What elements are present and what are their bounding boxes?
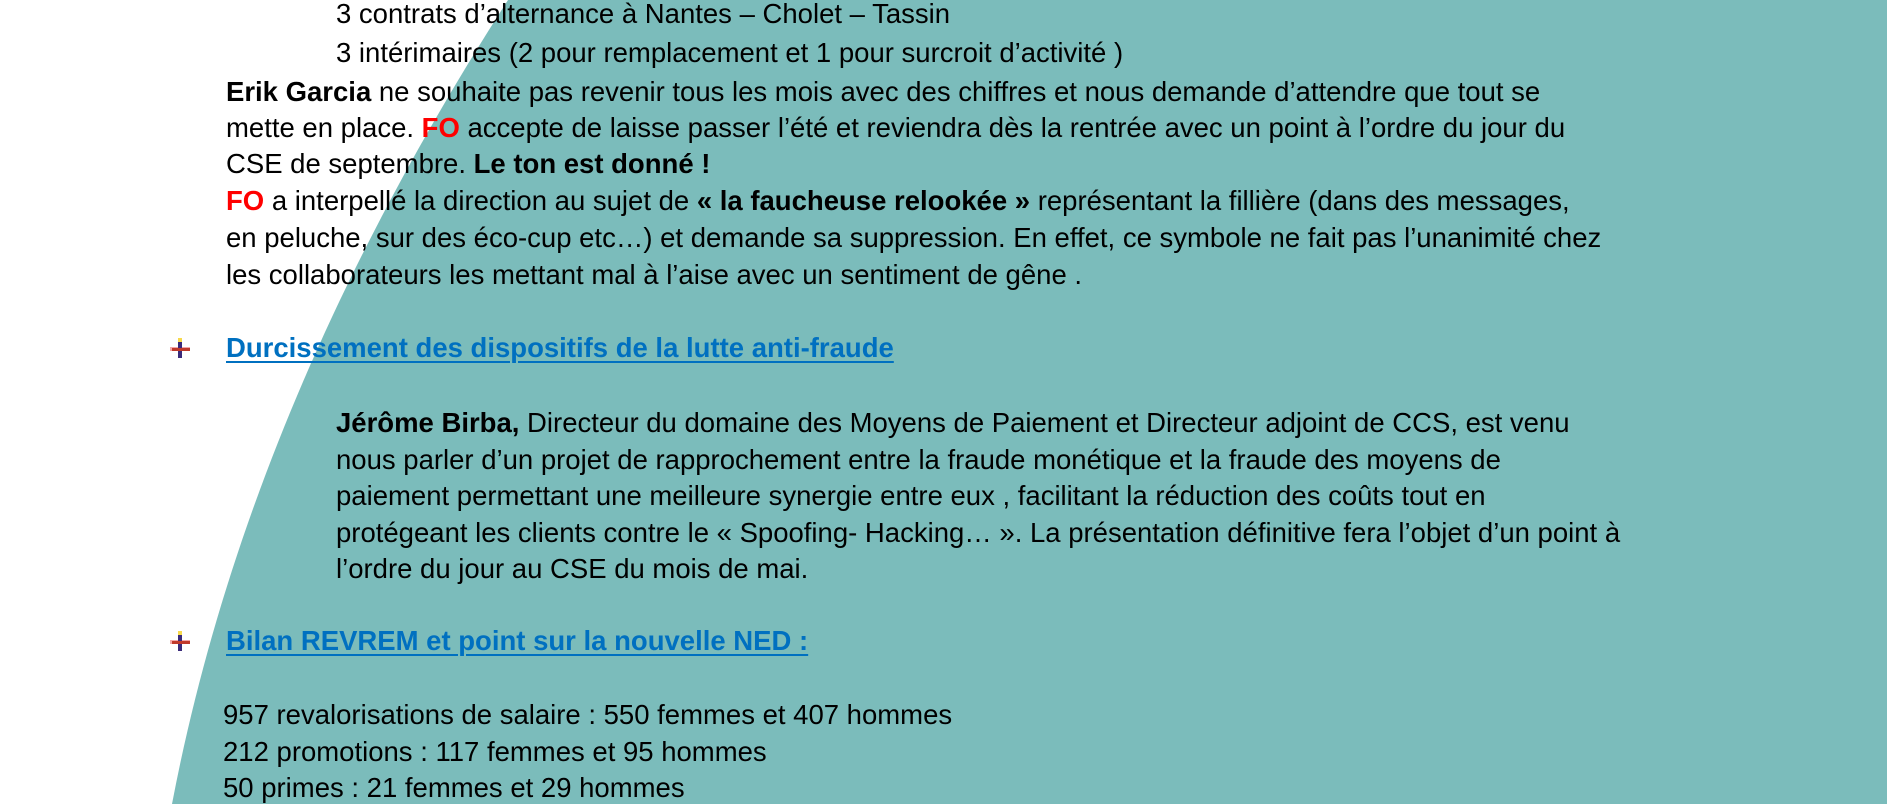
fo-highlight: FO [226, 185, 265, 216]
paragraph-2-line-1 [226, 183, 1570, 220]
person-name: Erik Garcia [226, 76, 372, 107]
fo-highlight: FO [421, 112, 460, 143]
person-name: Jérôme Birba, [336, 407, 520, 438]
paragraph-text: mette en place. [226, 112, 422, 143]
paragraph-text: accepte de laisse passer l’été et reviendra dès la rentrée avec un point à l’ordre du jour du [459, 112, 1566, 143]
bullet-cross-icon [166, 334, 194, 362]
section-1-line-1 [336, 405, 1570, 442]
emphasis-text: « la faucheuse relookée » [696, 185, 1031, 216]
paragraph-text: CSE de septembre. [226, 148, 474, 179]
paragraph-1-line-2 [226, 110, 1565, 147]
bullet-cross-icon [166, 627, 194, 655]
section-1-line-4: protégeant les clients contre le « Spoofing- Hacking… ». La présentation définitive fera l’objet d’un point à [336, 517, 1621, 548]
paragraph-1-line-1 [226, 74, 1540, 111]
section-1-line-2: nous parler d’un projet de rapprochement entre la fraude monétique et la fraude des moyens de [336, 444, 1501, 475]
section-2-line-1: 957 revalorisations de salaire : 550 femmes et 407 hommes [223, 699, 953, 730]
emphasis-text: Le ton est donné ! [473, 148, 711, 179]
paragraph-2-line-3: les collaborateurs les mettant mal à l’aise avec un sentiment de gêne . [226, 259, 1083, 290]
paragraph-text: représentant la fillière (dans des messages, [1030, 185, 1570, 216]
section-2-line-2: 212 promotions : 117 femmes et 95 hommes [223, 736, 767, 767]
section-1-line-3: paiement permettant une meilleure synergie entre eux , facilitant la réduction des coûts tout en [336, 480, 1486, 511]
paragraph-text: a interpellé la direction au sujet de [264, 185, 697, 216]
paragraph-text: Directeur du domaine des Moyens de Paiement et Directeur adjoint de CCS, est venu [519, 407, 1570, 438]
section-heading-revrem: Bilan REVREM et point sur la nouvelle NED : [226, 625, 809, 656]
paragraph-2-line-2: en peluche, sur des éco-cup etc…) et demande sa suppression. En effet, ce symbole ne fait pas l’unanimité chez [226, 222, 1602, 253]
intro-line-2: 3 intérimaires (2 pour remplacement et 1 pour surcroit d’activité ) [336, 37, 1124, 68]
section-1-line-5: l’ordre du jour au CSE du mois de mai. [336, 553, 809, 584]
paragraph-text: ne souhaite pas revenir tous les mois avec des chiffres et nous demande d’attendre que tout se [371, 76, 1541, 107]
section-2-line-3: 50 primes : 21 femmes et 29 hommes [223, 772, 685, 803]
paragraph-1-line-3 [226, 146, 710, 183]
intro-line-1: 3 contrats d’alternance à Nantes – Cholet – Tassin [336, 0, 951, 29]
section-heading-anti-fraude: Durcissement des dispositifs de la lutte anti-fraude [226, 332, 894, 363]
